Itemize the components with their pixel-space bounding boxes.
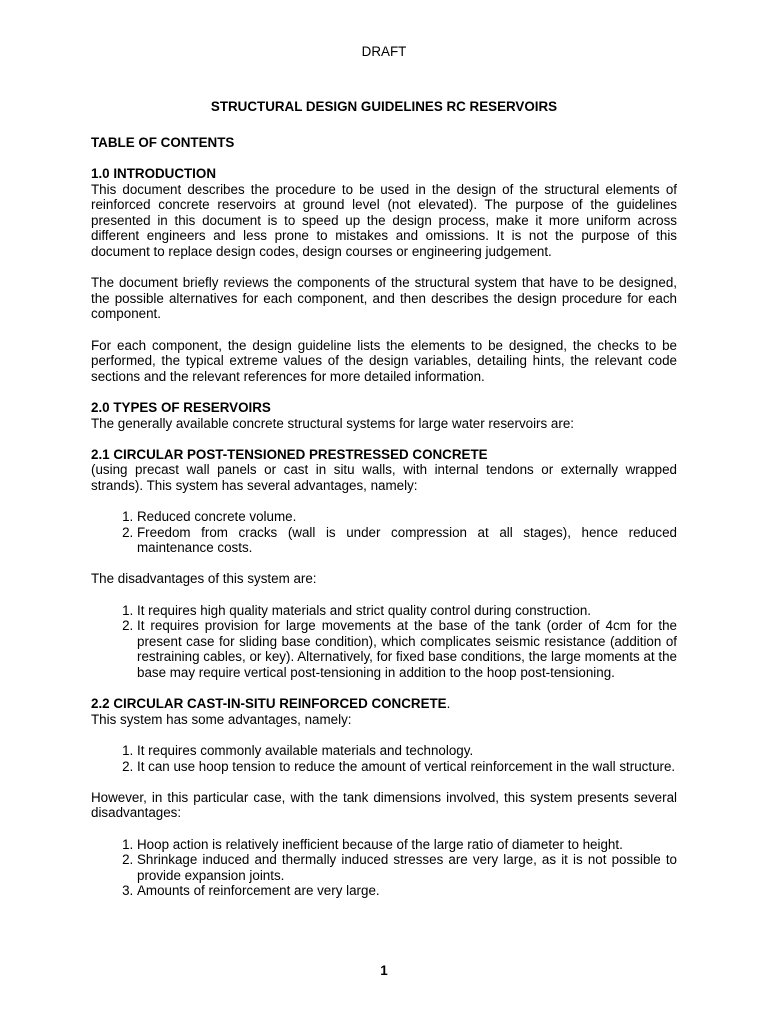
s22-advantages-list	[91, 743, 677, 774]
list-item: 1. Reduced concrete volume.	[137, 509, 677, 525]
s21-advantages-list	[91, 509, 677, 556]
list-item: 2. Freedom from cracks (wall is under compression at all stages), hence reduced maintenance costs.	[137, 525, 677, 556]
s21-disadvantages-list	[91, 603, 677, 681]
s22-paragraph-1: This system has some advantages, namely:	[91, 711, 352, 727]
section-heading-2-2-line	[91, 696, 677, 712]
s21-disadvantages-intro: The disadvantages of this system are:	[91, 571, 317, 587]
intro-paragraph-3: For each component, the design guideline lists the elements to be designed, the checks to be performed, the typical extreme values of the design variables, detailing hints, the relevant code sections and the relevant references for more detailed information.	[91, 337, 677, 384]
s22-paragraph-2: However, in this particular case, with the tank dimensions involved, this system presents several disadvantages:	[91, 789, 677, 821]
intro-paragraph-1: This document describes the procedure to be used in the design of the structural elements of reinforced concrete reservoirs at ground level (not elevated). The purpose of the guidelines presented in this document is to speed up the design process, make it more uniform across different engineers and less prone to mistakes and omissions. It is not the purpose of this document to replace design codes, design courses or engineering judgement.	[91, 181, 677, 259]
document-page	[91, 0, 677, 1024]
list-item: 1. It requires commonly available materials and technology.	[137, 743, 677, 759]
toc-heading: TABLE OF CONTENTS	[91, 135, 235, 150]
list-item: 2. It can use hoop tension to reduce the amount of vertical reinforcement in the wall structure.	[137, 759, 677, 775]
section-heading-types: 2.0 TYPES OF RESERVOIRS	[91, 399, 271, 415]
list-item: 1. It requires high quality materials and strict quality control during construction.	[137, 603, 677, 619]
draft-header: DRAFT	[361, 44, 407, 59]
section-heading-2-2: 2.2 CIRCULAR CAST-IN-SITU REINFORCED CONCRETE	[91, 696, 447, 712]
section-heading-introduction: 1.0 INTRODUCTION	[91, 166, 216, 181]
section-heading-2-1: 2.1 CIRCULAR POST-TENSIONED PRESTRESSED CONCRETE	[91, 446, 488, 462]
document-title: STRUCTURAL DESIGN GUIDELINES RC RESERVOIRS	[210, 99, 558, 114]
heading-suffix: .	[446, 696, 451, 712]
document-body	[91, 166, 677, 915]
types-paragraph-1: The generally available concrete structural systems for large water reservoirs are:	[91, 415, 575, 431]
s21-paragraph-1: (using precast wall panels or cast in situ walls, with internal tendons or externally wrapped strands). This system has several advantages, namely:	[91, 462, 677, 493]
list-item: 1. Hoop action is relatively inefficient because of the large ratio of diameter to height.	[137, 837, 677, 853]
s22-disadvantages-list	[91, 837, 677, 899]
list-item: 2. Shrinkage induced and thermally induced stresses are very large, as it is not possible to provide expansion joints.	[137, 852, 677, 883]
list-item: 3. Amounts of reinforcement are very large.	[137, 883, 677, 899]
intro-paragraph-2: The document briefly reviews the components of the structural system that have to be designed, the possible alternatives for each component, and then describes the design procedure for each component.	[91, 275, 677, 322]
list-item: 2. It requires provision for large movements at the base of the tank (order of 4cm for the present case for sliding base condition), which complicates seismic resistance (addition of restraining cables, or key). Alternatively, for fixed base conditions, the large moments at the base may require vertical post-tensioning in addition to the hoop post-tensioning.	[137, 618, 677, 680]
page-number: 1	[380, 963, 388, 978]
